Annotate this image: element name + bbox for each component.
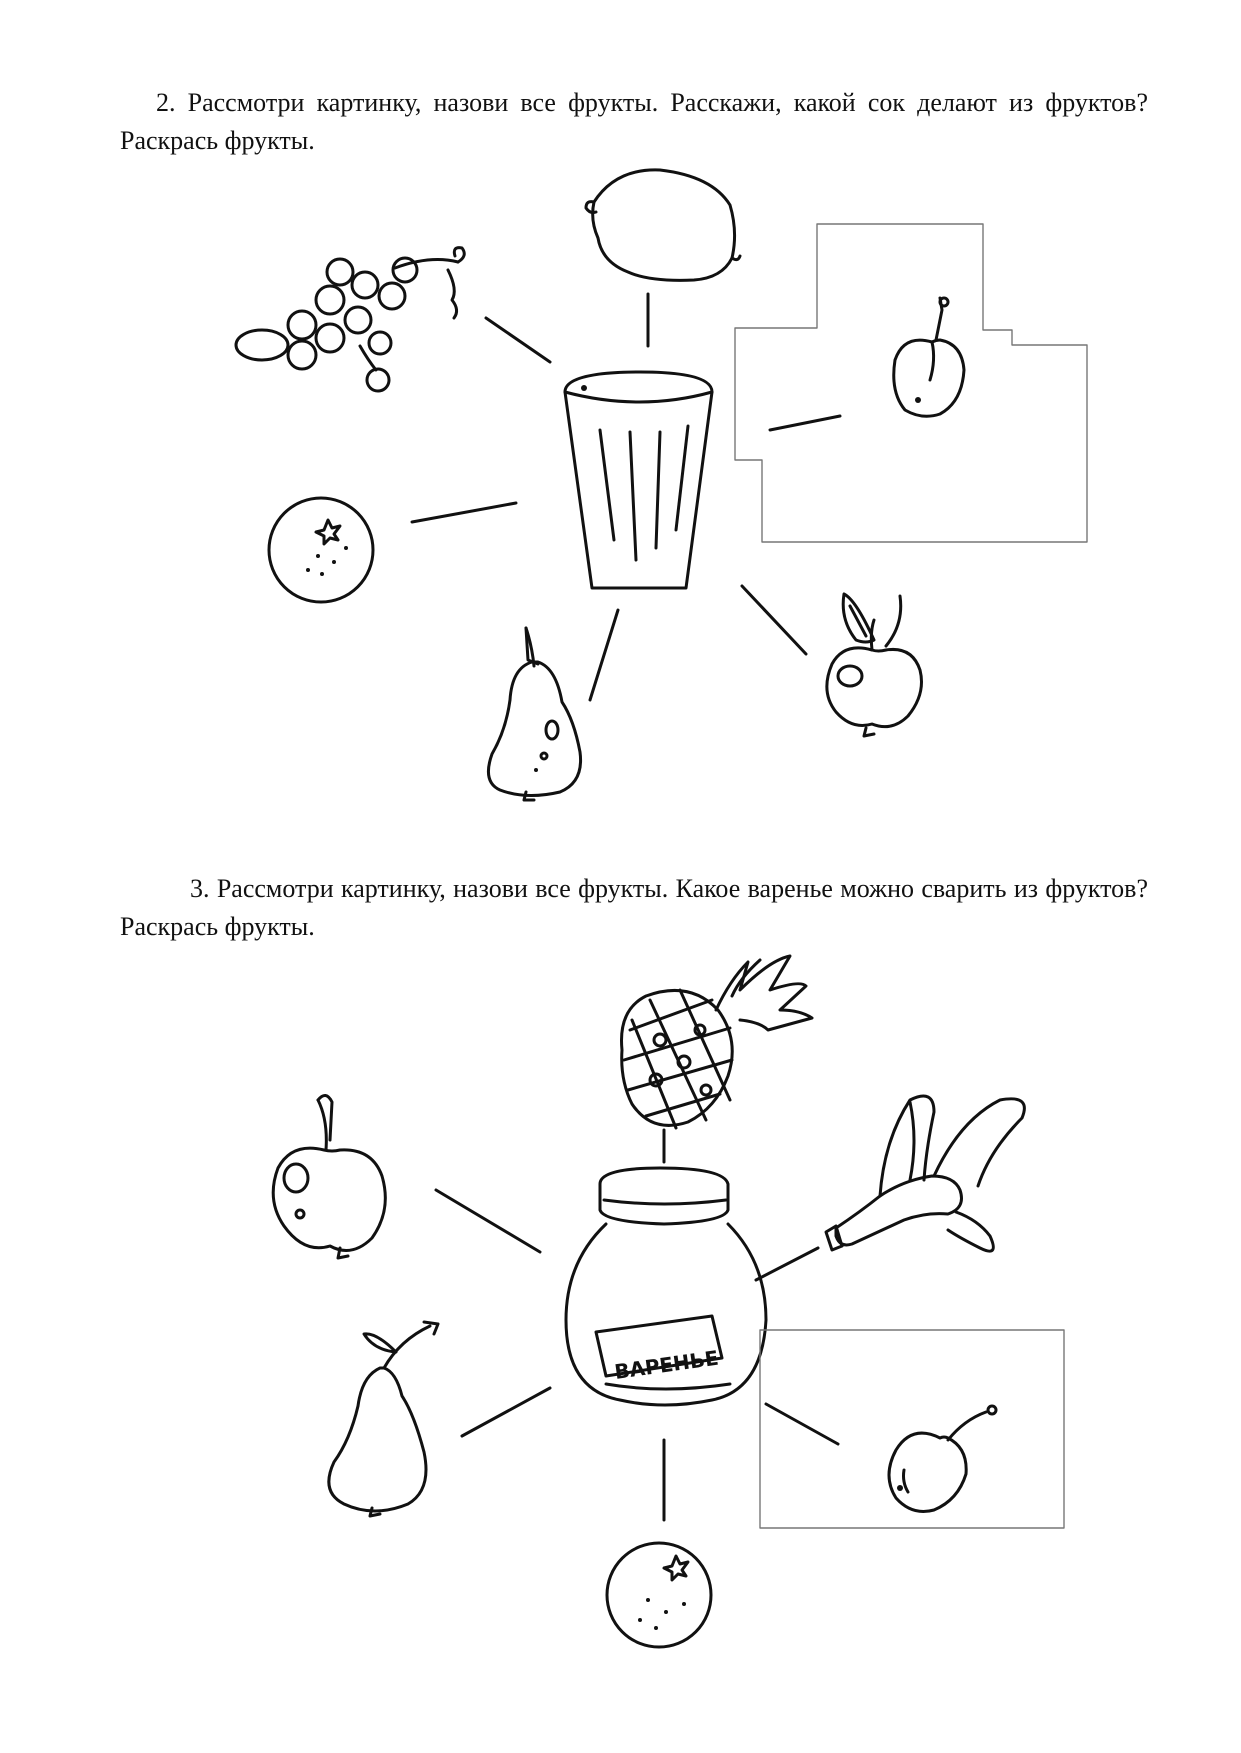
jar-icon — [566, 1168, 766, 1405]
lemon-icon — [586, 170, 740, 280]
task-2-connectors — [412, 294, 840, 700]
pear-icon — [488, 628, 580, 800]
plum-icon — [894, 298, 964, 416]
apple-icon — [827, 594, 922, 736]
pineapple-icon — [622, 956, 813, 1128]
apple-icon — [273, 1095, 385, 1258]
glass-icon — [565, 372, 712, 588]
pear-icon — [329, 1322, 438, 1516]
banana-icon — [826, 1096, 1024, 1251]
plum-icon — [889, 1406, 996, 1512]
jar-label: ВАРЕНЬЕ — [612, 1345, 720, 1384]
orange-icon — [269, 498, 373, 602]
grapes-icon — [236, 248, 464, 391]
orange-icon — [607, 1543, 711, 1647]
task-3-instruction: 3. Рассмотри картинку, назови все фрукты. Какое варенье можно сварить из фруктов? Раскрась фрукты. — [120, 874, 1148, 941]
task-2-instruction: 2. Рассмотри картинку, назови все фрукты. Расскажи, какой сок делают из фруктов? Раскрась фрукты. — [120, 88, 1148, 155]
